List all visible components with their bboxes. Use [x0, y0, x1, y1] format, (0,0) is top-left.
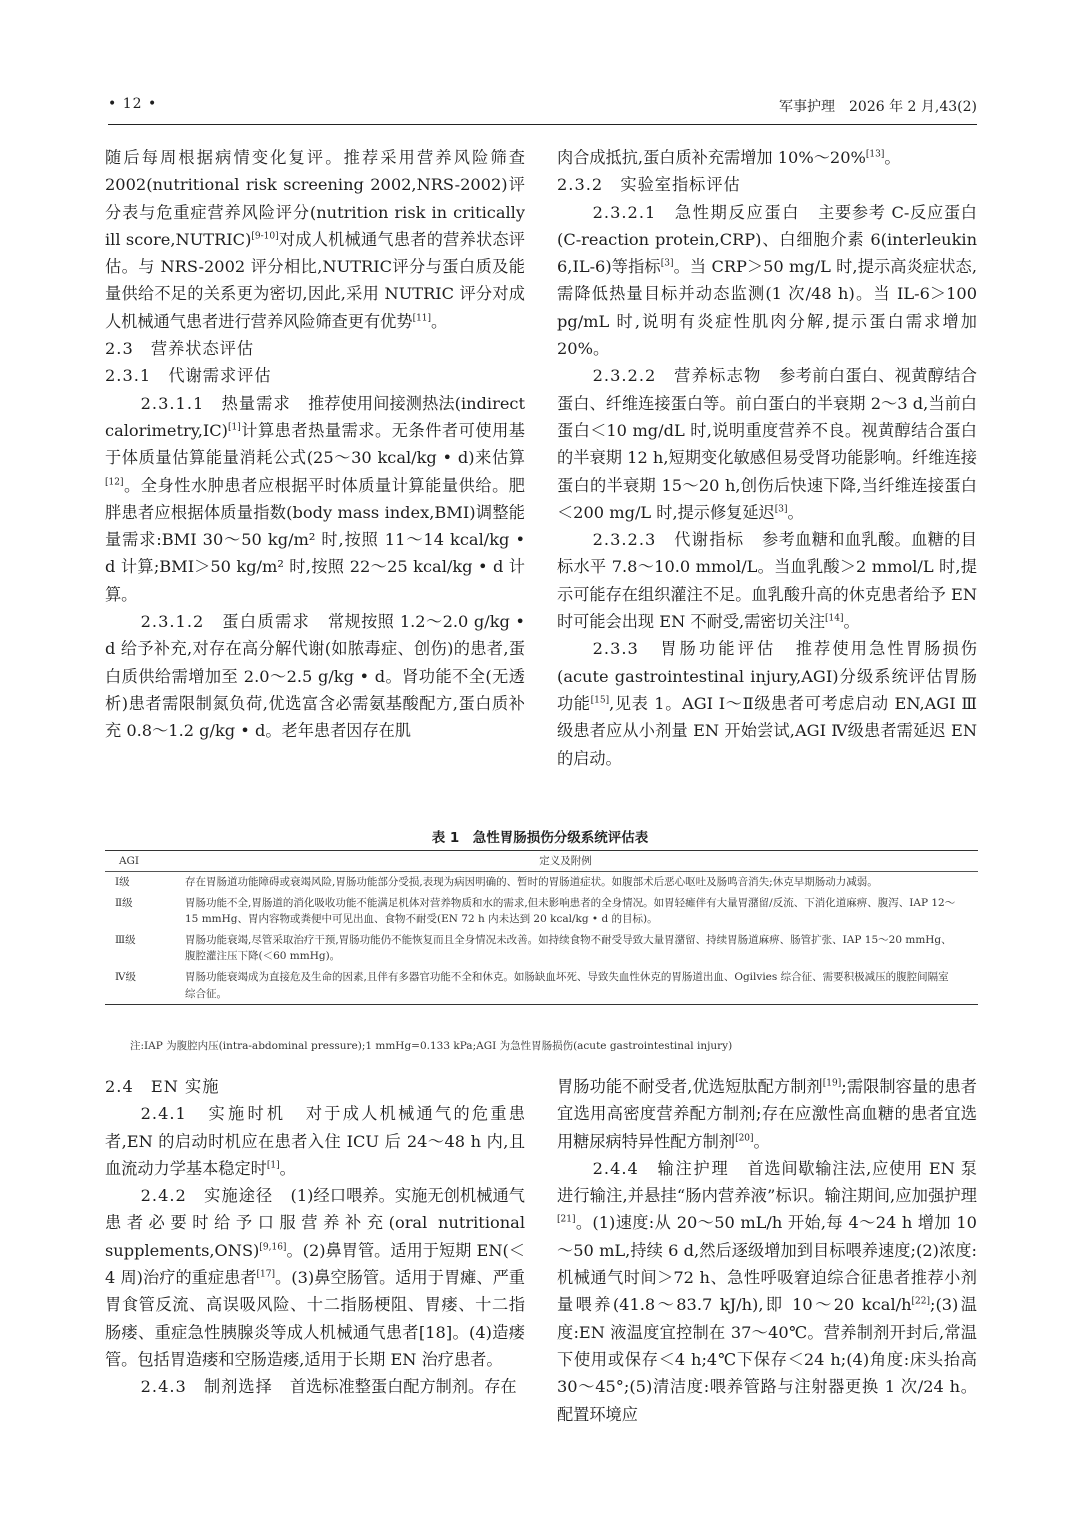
citation: [3] [774, 504, 788, 515]
table-cell-grade: Ⅳ级 [115, 970, 136, 983]
citation: [22] [911, 1296, 930, 1307]
paragraph-heading: 2.4.3 制剂选择 [140, 1377, 290, 1397]
table-header-agi: AGI [118, 854, 140, 867]
table-rule-bottom [105, 1004, 978, 1005]
right-column-top [557, 144, 977, 772]
paragraph-heading: 2.4.1 实施时机 [140, 1104, 306, 1124]
paragraph-heading: 2.4.4 输注护理 [592, 1158, 748, 1178]
paragraph [557, 199, 977, 363]
paragraph-text: 。 [431, 311, 448, 331]
paragraph-text: 常规按照 1.2～2.0 g/kg • d 给予补充,对存在高分解代谢(如脓毒症、创伤)的患者,蛋白质供给需增加至 2.0～2.5 g/kg • d。肾功能不全(无透析)患者需限制氮负荷,优选富含必需氨基酸配方,蛋白质补充 0.8～1.2 g/kg • d。老年患者因存在肌 [105, 612, 525, 741]
paragraph-text: 推荐使用急性胃肠损伤(acute gastrointestinal injury,AGI)分级系统评估胃肠功能 [557, 639, 977, 713]
paragraph-text: ;(3)温度:EN 液温度宜控制在 37～40℃。营养制剂开封后,常温下使用或保存＜4 h;4℃下保存＜24 h;(4)角度:床头抬高 30～45°;(5)清洁度:喂养管路与注射器更换 1 次/24 h。配置环境应 [557, 1295, 977, 1424]
citation: [3] [660, 258, 674, 269]
paragraph-heading: 2.3.3 胃肠功能评估 [592, 639, 796, 659]
paragraph [557, 635, 977, 771]
paragraph [105, 1182, 525, 1373]
paragraph-text: 计算患者热量需求。无条件者可使用基于体质量估算能量消耗公式(25～30 kcal/kg • d)来估算 [105, 420, 525, 468]
paragraph-text: ,见表 1。AGI Ⅰ～Ⅱ级患者可考虑启动 EN,AGI Ⅲ级患者应从小剂量 EN 开始尝试,AGI Ⅳ级患者需延迟 EN 的启动。 [557, 693, 977, 768]
table-header-row [105, 851, 978, 871]
paragraph-continued [557, 1073, 977, 1155]
table-cell-definition: 胃肠功能衰竭,尽管采取治疗干预,胃肠功能仍不能恢复而且全身情况未改善。如持续食物不耐受导致大量胃潴留、持续胃肠道麻痹、肠管扩张、IAP 15～20 mmHg、腹腔灌注压下降(＜60 mmHg)。 [185, 933, 952, 963]
paragraph-text: 首选标准整蛋白配方制剂。存在 [289, 1377, 517, 1397]
paragraph-text: 。(2)鼻胃管。适用于短期 EN(＜4 周)治疗的重症患者 [105, 1240, 525, 1288]
citation: [9,16] [259, 1242, 287, 1253]
paragraph-text: 。(3)鼻空肠管。适用于胃瘫、严重胃食管反流、高误吸风险、十二指肠梗阻、胃瘘、十二指肠瘘、重症急性胰腺炎等成人机械通气患者[18]。(4)造瘘管。包括胃造瘘和空肠造瘘,适用于长期 EN 治疗患者。 [105, 1268, 525, 1369]
page-header [108, 92, 977, 122]
table-title: 表 1 急性胃肠损伤分级系统评估表 [431, 830, 649, 846]
paragraph-text: 参考前白蛋白、视黄醇结合蛋白、纤维连接蛋白等。前白蛋白的半衰期 2～3 d,当前白蛋白＜10 mg/dL 时,说明重度营养不良。视黄醇结合蛋白的半衰期 12 h,短期变化敏感但易受肾功能影响。纤维连接蛋白的半衰期 15～20 h,创伤后快速下降,当纤维连接蛋白＜200 mg/L 时,提示修复延迟 [557, 366, 977, 522]
paragraph-text: 参考血糖和血乳酸。血糖的目标水平 7.8～10.0 mmol/L。当血乳酸＞2 mmol/L 时,提示可能存在组织灌注不足。血乳酸升高的休克患者给予 EN 时可能会出现 EN 不耐受,需密切关注 [557, 530, 977, 632]
table-row [105, 872, 978, 893]
table-row [105, 930, 978, 967]
paragraph-text: 肉合成抵抗,蛋白质补充需增加 10%～20% [557, 148, 866, 167]
section-heading: 2.3.1 代谢需求评估 [105, 366, 272, 386]
paragraph-text: 。全身性水肿患者应根据平时体质量计算能量供给。肥胖患者应根据体质量指数(body mass index,BMI)调整能量需求:BMI 30～50 kg/m² 时,按照 11～14 kcal/kg • d 计算;BMI＞50 kg/m² 时,按照 22～25 kcal/kg • d 计算。 [105, 475, 525, 604]
table-body [105, 872, 978, 1004]
citation: [12] [105, 477, 124, 488]
paragraph-text: 首选间歇输注法,应使用 EN 泵进行输注,并悬挂“肠内营养液”标识。输注期间,应加强护理 [557, 1158, 977, 1206]
paragraph-heading: 2.3.1.1 热量需求 [140, 393, 309, 413]
paragraph-text: 。当 CRP＞50 mg/L 时,提示高炎症状态,需降低热量目标并动态监测(1 次/48 h)。当 IL-6＞100 pg/mL 时,说明有炎症性肌肉分解,提示蛋白需求增加 20%。 [557, 257, 977, 359]
table-note: 注:IAP 为腹腔内压(intra-abdominal pressure);1 mmHg=0.133 kPa;AGI 为急性胃肠损伤(acute gastrointestinal injury) [130, 1040, 733, 1052]
paragraph-text: ;需限制容量的患者宜选用高密度营养配方制剂;存在应激性高血糖的患者宜选用糖尿病特异性配方制剂 [557, 1077, 977, 1151]
paragraph-heading: 2.4.2 实施途径 [140, 1186, 291, 1206]
paragraph-text: 。(1)速度:从 20～50 mL/h 开始,每 4～24 h 增加 10～50 mL,持续 6 d,然后逐级增加到目标喂养速度;(2)浓度:机械通气时间＞72 h、急性呼吸窘迫综合征患者推荐小剂量喂养(41.8～83.7 kJ/h),即 10～20 kcal/h [557, 1213, 977, 1315]
left-column-bottom [105, 1073, 525, 1401]
table-row [105, 893, 978, 930]
paragraph-heading: 2.3.2.2 营养标志物 [592, 366, 780, 386]
paragraph-text: 。 [787, 502, 804, 522]
paragraph-text: (1)经口喂养。实施无创机械通气患者必要时给予口服营养补充(oral nutritional supplements,ONS) [105, 1186, 525, 1260]
paragraph-heading: 2.3.2.1 急性期反应蛋白 [592, 202, 819, 222]
paragraph-continued [105, 144, 525, 335]
table-cell-definition: 胃肠功能不全,胃肠道的消化吸收功能不能满足机体对营养物质和水的需求,但未影响患者的全身情况。如胃轻瘫伴有大量胃潴留/反流、下消化道麻痹、腹泻、IAP 12～15 mmHg、胃内容物或粪便中可见出血、食物不耐受(EN 72 h 内未达到 20 kcal/kg • d 的目标)。 [185, 896, 956, 926]
paragraph [557, 526, 977, 635]
paragraph [557, 1155, 977, 1428]
citation: [1] [227, 422, 241, 433]
citation: [15] [590, 695, 610, 706]
citation: [17] [256, 1269, 276, 1280]
right-column-bottom [557, 1073, 977, 1428]
section-heading: 2.3 营养状态评估 [105, 339, 255, 359]
journal-info: 军事护理 2026 年 2 月,43(2) [779, 99, 977, 115]
paragraph-text: 对成人机械通气患者的营养状态评估。与 NRS-2002 评分相比,NUTRIC评分与蛋白质及能量供给不足的关系更为密切,因此,采用 NUTRIC 评分对成人机械通气患者进行营养风险筛查更有优势 [105, 229, 525, 331]
paragraph [105, 1100, 525, 1182]
citation: [11] [412, 313, 432, 324]
paragraph-text: 。 [843, 612, 860, 632]
citation: [1] [266, 1160, 280, 1171]
paragraph-text: 推荐使用间接测热法(indirect calorimetry,IC) [105, 393, 525, 440]
agi-table [105, 850, 978, 1005]
citation: [13] [865, 149, 885, 160]
paragraph-text: 。 [753, 1131, 770, 1151]
citation: [14] [825, 613, 844, 624]
table-cell-definition: 存在胃肠道功能障碍或衰竭风险,胃肠功能部分受损,表现为病因明确的、暂时的胃肠道症状。如腹部术后恶心呕吐及肠鸣音消失;休克早期肠动力减弱。 [185, 876, 878, 888]
paragraph-text: 胃肠功能不耐受者,优选短肽配方制剂 [557, 1077, 823, 1096]
paragraph-continued [557, 144, 977, 171]
paragraph-text: 对于成人机械通气的危重患者,EN 的启动时机应在患者入住 ICU 后 24～48 h 内,且血流动力学基本稳定时 [105, 1104, 525, 1178]
citation: [21] [557, 1215, 576, 1226]
paragraph-text: 主要参考 C-反应蛋白(C-reaction protein,CRP)、白细胞介素 6(interleukin 6,IL-6)等指标 [557, 202, 977, 277]
table-cell-definition: 胃肠功能衰竭成为直接危及生命的因素,且伴有多器官功能不全和休克。如肠缺血坏死、导致失血性休克的胃肠道出血、Ogilvies 综合征、需要积极减压的腹腔间隔室综合征。 [185, 970, 949, 1000]
page-number: • 12 • [108, 96, 158, 112]
citation: [20] [735, 1133, 754, 1144]
paragraph-heading: 2.3.1.2 蛋白质需求 [140, 612, 328, 632]
paragraph-text: 随后每周根据病情变化复评。推荐采用营养风险筛查 2002(nutritional risk screening 2002,NRS-2002)评分表与危重症营养风险评分(nutrition risk in critically ill score,NUTRIC) [105, 148, 525, 249]
table-row [105, 967, 978, 1004]
table-cell-grade: Ⅲ级 [115, 933, 136, 946]
header-rule [108, 124, 977, 125]
section-heading: 2.4 EN 实施 [105, 1077, 220, 1096]
paragraph [105, 608, 525, 744]
paragraph [557, 362, 977, 526]
paragraph-text: 。 [279, 1158, 296, 1178]
paragraph [105, 390, 525, 608]
table-cell-grade: Ⅱ级 [115, 896, 133, 909]
left-column-top [105, 144, 525, 745]
citation: [19] [822, 1078, 842, 1089]
section-heading: 2.3.2 实验室指标评估 [557, 175, 741, 195]
citation: [9-10] [251, 231, 279, 242]
paragraph-heading: 2.3.2.3 代谢指标 [592, 530, 763, 550]
paragraph [105, 1373, 525, 1400]
table-header-definition: 定义及附例 [539, 854, 592, 867]
table-cell-grade: Ⅰ级 [115, 876, 130, 888]
paragraph-text: 。 [884, 148, 901, 167]
